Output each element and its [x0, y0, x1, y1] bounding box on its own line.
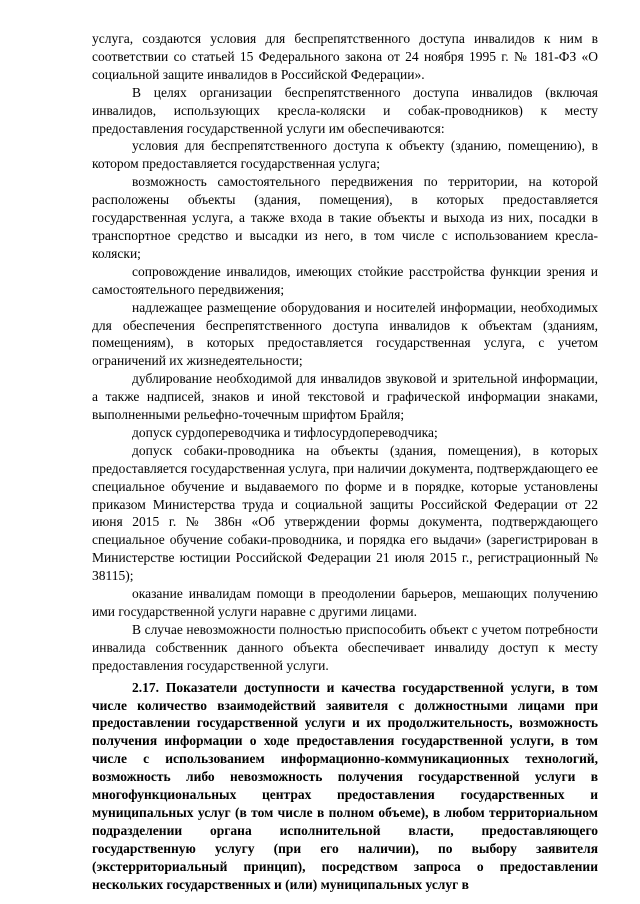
list-item-sign-interpreter: допуск сурдопереводчика и тифлосурдопереводчика;: [132, 424, 438, 440]
list-item-equipment-placement: надлежащее размещение оборудования и носителей информации, необходимых для обеспечения беспрепятственного доступа инвалидов к объектам (зданиям, помещениям), в которых предоставляется государственная услуга, с учетом ограничений их жизнедеятельности;: [92, 299, 598, 369]
list-item-braille-duplication: дублирование необходимой для инвалидов звуковой и зрительной информации, а также надписей, знаков и иной текстовой и графической информации знаками, выполненными рельефно-точечным шрифтом Брайля;: [92, 371, 598, 423]
paragraph-accessibility-conditions: услуга, создаются условия для беспрепятственного доступа инвалидов к ним в соответствии со статьей 15 Федерального закона от 24 ноября 1995 г. № 181-ФЗ «О социальной защите инвалидов в Российской Федерации».: [92, 31, 598, 82]
list-item-object-access: условия для беспрепятственного доступа к объекту (зданию, помещению), в котором предоставляется государственная услуга;: [92, 138, 598, 172]
paragraph-access-organization: В целях организации беспрепятственного доступа инвалидов (включая инвалидов, использующих кресла-коляски и собак-проводников) к месту предоставления государственной услуги им обеспечиваются:: [92, 84, 598, 136]
list-item-escort: сопровождение инвалидов, имеющих стойкие расстройства функции зрения и самостоятельного передвижения;: [92, 263, 598, 297]
paragraph-owner-obligation: В случае невозможности полностью приспособить объект с учетом потребности инвалида собственник данного объекта обеспечивает инвалиду доступ к месту предоставления государственной услуги.: [92, 621, 598, 673]
section-heading-2-17: 2.17. Показатели доступности и качества государственной услуги, в том числе количество взаимодействий заявителя с должностными лицами при предоставлении государственной услуги и их продолжительность, возможность получения информации о ходе предоставления государственной услуги, в том числе с использованием информационно-коммуникационных технологий, возможность либо невозможность получения государственной услуги в многофункциональных центрах предоставления государственных и муниципальных услуг (в том числе в полном объеме), в любом территориальном подразделении органа исполнительной власти, предоставляющего государственную услугу (при его наличии), по выбору заявителя (экстерриториальный принцип), посредством запроса о предоставлении нескольких государственных и (или) муниципальных услуг в: [92, 679, 598, 892]
list-item-barrier-assistance: оказание инвалидам помощи в преодолении барьеров, мешающих получению ими государственной услуги наравне с другими лицами.: [92, 586, 598, 619]
list-item-guide-dog: допуск собаки-проводника на объекты (здания, помещения), в которых предоставляется государственная услуга, при наличии документа, подтверждающего ее специальное обучение и выдаваемого по форме и в порядке, которые установлены приказом Министерства труда и социальной защиты Российской Федерации от 22 июня 2015 г. № 386н «Об утверждении формы документа, подтверждающего специальное обучение собаки-проводника, и порядка его выдачи» (зарегистрирован в Министерстве юстиции Российской Федерации 21 июля 2015 г., регистрационный № 38115);: [92, 442, 598, 584]
list-item-independent-movement: возможность самостоятельного передвижения по территории, на которой расположены объекты (здания, помещения), в которых предоставляется государственная услуга, а также входа в такие объекты и выхода из них, посадки в транспортное средство и высадки из него, в том числе с использованием кресла-коляски;: [92, 174, 598, 261]
